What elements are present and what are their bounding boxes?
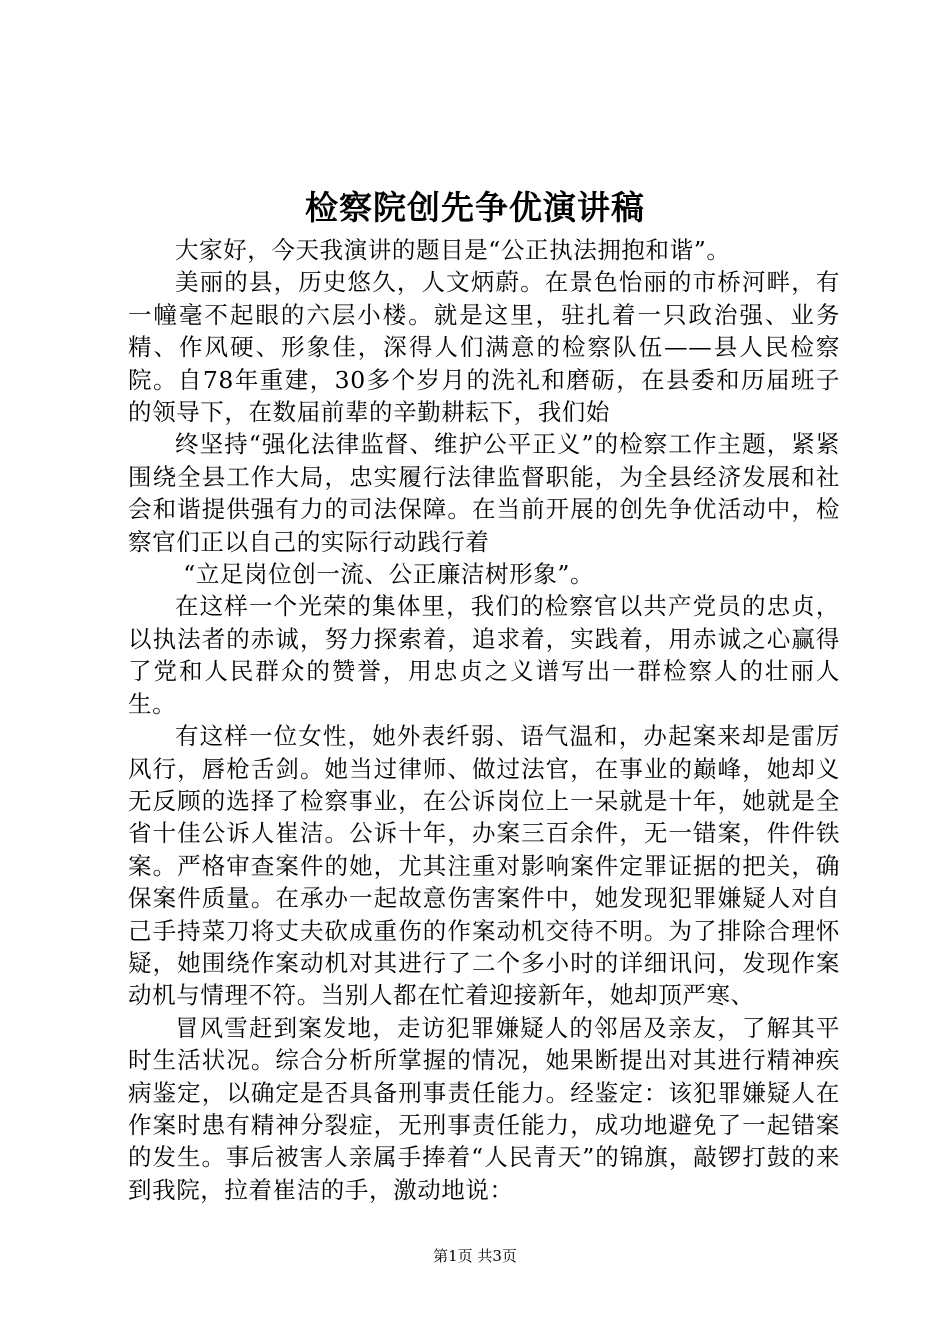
paragraph: 在这样一个光荣的集体里，我们的检察官以共产党员的忠贞，以执法者的赤诚，努力探索着，追求着，实践着，用赤诚之心赢得了党和人民群众的赞誉，用忠贞之义谱写出一群检察人的壮丽人生。 [128, 592, 840, 718]
page-footer: 第1页 共3页 [433, 1247, 517, 1265]
document-body [128, 234, 840, 1206]
paragraph: 美丽的县，历史悠久，人文炳蔚。在景色怡丽的市桥河畔，有一幢毫不起眼的六层小楼。就是这里，驻扎着一只政治强、业务精、作风硬、形象佳，深得人们满意的检察队伍——县人民检察院。自78年重建，30多个岁月的洗礼和磨砺，在县委和历届班子的领导下，在数届前辈的辛勤耕耘下，我们始 [128, 268, 840, 427]
paragraph: 冒风雪赶到案发地，走访犯罪嫌疑人的邻居及亲友，了解其平时生活状况。综合分析所掌握的情况，她果断提出对其进行精神疾病鉴定，以确定是否具备刑事责任能力。经鉴定：该犯罪嫌疑人在作案时患有精神分裂症，无刑事责任能力，成功地避免了一起错案的发生。事后被害人亲属手捧着“人民青天”的锦旗，敲锣打鼓的来到我院，拉着崔洁的手，激动地说： [128, 1013, 840, 1204]
document-title: 检察院创先争优演讲稿 [305, 188, 645, 227]
paragraph: “立足岗位创一流、公正廉洁树形象”。 [183, 560, 595, 589]
paragraph: 有这样一位女性，她外表纤弱、语气温和，办起案来却是雷厉风行，唇枪舌剑。她当过律师、做过法官，在事业的巅峰，她却义无反顾的选择了检察事业，在公诉岗位上一呆就是十年，她就是全省十佳公诉人崔洁。公诉十年，办案三百余件，无一错案，件件铁案。严格审查案件的她，尤其注重对影响案件定罪证据的把关，确保案件质量。在承办一起故意伤害案件中，她发现犯罪嫌疑人对自己手持菜刀将丈夫砍成重伤的作案动机交待不明。为了排除合理怀疑，她围绕作案动机对其进行了二个多小时的详细讯问，发现作案动机与情理不符。当别人都在忙着迎接新年，她却顶严寒、 [128, 722, 840, 1010]
paragraph: 终坚持“强化法律监督、维护公平正义”的检察工作主题，紧紧围绕全县工作大局，忠实履行法律监督职能，为全县经济发展和社会和谐提供强有力的司法保障。在当前开展的创先争优活动中，检察官们正以自己的实际行动践行着 [128, 430, 840, 556]
paragraph: 大家好，今天我演讲的题目是“公正执法拥抱和谐”。 [175, 236, 731, 264]
